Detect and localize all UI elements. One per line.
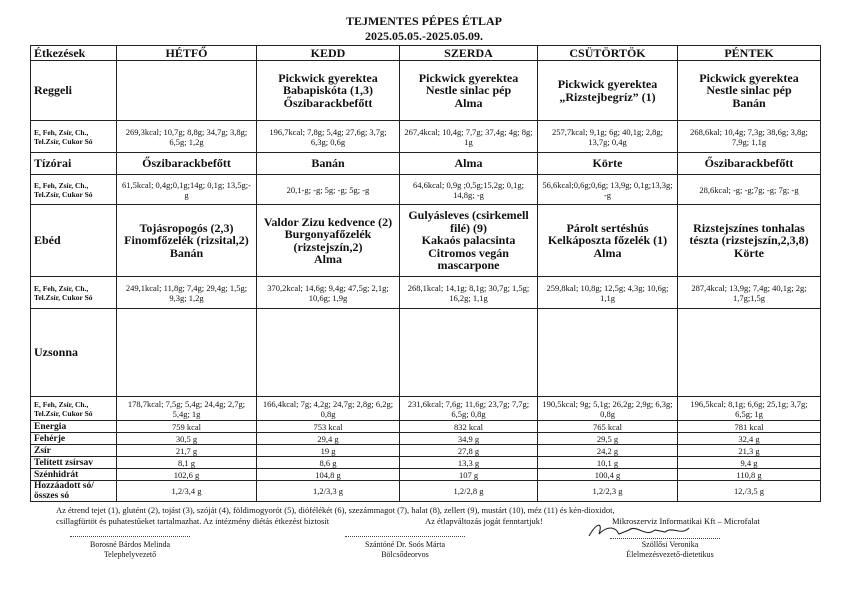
day-header-row <box>31 46 821 61</box>
nutrient-values: 166,4kcal; 7g; 4,2g; 24,7g; 2,8g; 6,2g; 0,8g <box>257 397 400 421</box>
signer-name: Szöllősi Veronika <box>641 540 699 549</box>
day-header: SZERDA <box>400 46 538 61</box>
summary-value: 110,8 g <box>678 469 821 481</box>
meal-item: Pickwick gyerektea Nestle sinlac pép Alma <box>400 61 538 121</box>
meal-row-tizorai <box>31 153 821 175</box>
nutrient-label: E, Feh, Zsír, Ch., Tel.Zsír, Cukor Só <box>31 277 117 309</box>
summary-value: 1,2/3,3 g <box>257 481 400 502</box>
signature-line <box>70 536 190 537</box>
day-header: PÉNTEK <box>678 46 821 61</box>
meal-item: Pickwick gyerektea „Rizstejbegríz” (1) <box>538 61 678 121</box>
meal-item: Rizstejszínes tonhalas tészta (rizstejszín,2,3,8) Körte <box>678 205 821 277</box>
nutrient-values: 64,6kcal; 0,9g ;0,5g;15,2g; 0,1g; 14,8g; -g <box>400 175 538 205</box>
summary-value: 102,6 g <box>117 469 257 481</box>
summary-row-zsir <box>31 445 821 457</box>
meal-item: Pickwick gyerektea Babapiskóta (1,3) Őszibarackbefőtt <box>257 61 400 121</box>
summary-row-telitett <box>31 457 821 469</box>
signature-block-3 <box>580 540 760 560</box>
meal-item: Valdor Zizu kedvence (2) Burgonyafőzelék (rizstejszín,2) Alma <box>257 205 400 277</box>
summary-value: 1,2/2,8 g <box>400 481 538 502</box>
nutrient-values: 268,1kcal; 14,1g; 8,1g; 30,7g; 1,5g; 16,2g; 1,1g <box>400 277 538 309</box>
summary-row-so <box>31 481 821 502</box>
nutrient-label: E, Feh, Zsír, Ch., Tel.Zsír, Cukor Só <box>31 397 117 421</box>
meal-label: Uzsonna <box>31 309 117 397</box>
signature-line <box>345 536 465 537</box>
meal-item: Tojásropogós (2,3) Finomfőzelék (rizsital,2) Banán <box>117 205 257 277</box>
nutrient-values: 259,8kal; 10,8g; 12,5g; 4,3g; 10,6g; 1,1g <box>538 277 678 309</box>
nutrient-row <box>31 175 821 205</box>
meal-item <box>538 309 678 397</box>
summary-value: 832 kcal <box>400 421 538 433</box>
summary-row-szenhidrat <box>31 469 821 481</box>
nutrient-values: 269,3kcal; 10,7g; 8,8g; 34,7g; 3,8g; 6,5g; 1,2g <box>117 121 257 153</box>
nutrient-values: 28,6kcal; -g; -g;7g; -g; 7g; -g <box>678 175 821 205</box>
meal-item <box>400 309 538 397</box>
nutrient-values: 196,5kcal; 8,1g; 6,6g; 25,1g; 3,7g; 6,5g; 1g <box>678 397 821 421</box>
summary-label: Hozzáadott só/összes só <box>31 481 117 502</box>
nutrient-values: 257,7kcal; 9,1g; 6g; 40,1g; 2,8g; 13,7g; 0,4g <box>538 121 678 153</box>
nutrient-row <box>31 121 821 153</box>
summary-value: 21,7 g <box>117 445 257 457</box>
signer-role: Élelmezésvezető-dietetikus <box>626 550 714 559</box>
summary-value: 8,6 g <box>257 457 400 469</box>
summary-label: Energia <box>31 421 117 433</box>
nutrient-values: 61,5kcal; 0,4g;0,1g;14g; 0,1g; 13,5g;-g <box>117 175 257 205</box>
meal-item: Banán <box>257 153 400 175</box>
company-name: Mikroszerviz Informatikai Kft – Microfalat <box>612 516 760 526</box>
meal-item: Gulyásleves (csirkemell filé) (9) Kakaós palacsinta Citromos vegán mascarpone <box>400 205 538 277</box>
summary-value: 32,4 g <box>678 433 821 445</box>
summary-value: 753 kcal <box>257 421 400 433</box>
summary-value: 9,4 g <box>678 457 821 469</box>
signature-line <box>610 538 720 539</box>
nutrient-values: 196,7kcal; 7,8g; 5,4g; 27,6g; 3,7g; 6,3g; 0,6g <box>257 121 400 153</box>
summary-value: 27,8 g <box>400 445 538 457</box>
meal-item: Körte <box>538 153 678 175</box>
change-note: Az étlapváltozás jogát fenntartjuk! <box>425 516 543 526</box>
nutrient-values: 370,2kcal; 14,6g; 9,4g; 47,5g; 2,1g; 10,6g; 1,9g <box>257 277 400 309</box>
nutrient-values: 231,6kcal; 7,6g; 11,6g; 23,7g; 7,7g; 6,5g; 0,8g <box>400 397 538 421</box>
summary-row-feherje <box>31 433 821 445</box>
menu-table <box>30 45 821 502</box>
meal-item: Párolt sertéshús Kelkáposzta főzelék (1) Alma <box>538 205 678 277</box>
meal-label: Ebéd <box>31 205 117 277</box>
nutrient-label: E, Feh, Zsír, Ch., Tel.Zsír, Cukor Só <box>31 121 117 153</box>
nutrient-label: E, Feh, Zsír, Ch., Tel.Zsír, Cukor Só <box>31 175 117 205</box>
meal-row-ebed <box>31 205 821 277</box>
meal-item <box>678 309 821 397</box>
nutrient-row <box>31 277 821 309</box>
meal-item: Pickwick gyerektea Nestle sinlac pép Banán <box>678 61 821 121</box>
summary-value: 30,5 g <box>117 433 257 445</box>
signature-block-2 <box>315 540 495 560</box>
allergen-note-line2: csillagfürtöt és puhatestűeket tartalmazhat. Az intézmény diétás étkezést biztosít <box>56 516 330 526</box>
day-header: CSÜTÖRTÖK <box>538 46 678 61</box>
summary-value: 781 kcal <box>678 421 821 433</box>
summary-label: Fehérje <box>31 433 117 445</box>
nutrient-values: 287,4kcal; 13,9g; 7,4g; 40,1g; 2g; 1,7g;1,5g <box>678 277 821 309</box>
summary-value: 1,2/3,4 g <box>117 481 257 502</box>
summary-value: 104,8 g <box>257 469 400 481</box>
signer-name: Szántóné Dr. Soós Márta <box>365 540 445 549</box>
summary-value: 10,1 g <box>538 457 678 469</box>
menu-title: TEJMENTES PÉPES ÉTLAP <box>345 14 503 28</box>
signature-block-1 <box>40 540 220 560</box>
summary-value: 24,2 g <box>538 445 678 457</box>
meal-item <box>257 309 400 397</box>
day-header: KEDD <box>257 46 400 61</box>
signer-role: Bölcsődeorvos <box>381 550 429 559</box>
summary-row-energia <box>31 421 821 433</box>
summary-value: 34,9 g <box>400 433 538 445</box>
summary-label: Telített zsírsav <box>31 457 117 469</box>
summary-value: 8,1 g <box>117 457 257 469</box>
summary-value: 21,3 g <box>678 445 821 457</box>
nutrient-values: 178,7kcal; 7,5g; 5,4g; 24,4g; 2,7g; 5,4g; 1g <box>117 397 257 421</box>
summary-value: 13,3 g <box>400 457 538 469</box>
summary-value: 29,4 g <box>257 433 400 445</box>
summary-value: 100,4 g <box>538 469 678 481</box>
nutrient-values: 190,5kcal; 9g; 5,1g; 26,2g; 2,9g; 6,3g; 0,8g <box>538 397 678 421</box>
day-header: HÉTFŐ <box>117 46 257 61</box>
meal-row-uzsonna <box>31 309 821 397</box>
signer-role: Telephelyvezető <box>103 550 157 559</box>
summary-value: 19 g <box>257 445 400 457</box>
summary-label: Szénhidrát <box>31 469 117 481</box>
nutrient-values: 56,6kcal;0,6g;0,6g; 13,9g; 0,1g;13,3g; -g <box>538 175 678 205</box>
allergen-note-line1: Az étrend tejet (1), glutént (2), tojást (3), szóját (4), földimogyorót (5), diófélékét (6), szezámmagot (7), halat (8), zellert (9), mustárt (10), méz (11) és kén-dioxidot, <box>56 505 615 515</box>
summary-value: 29,5 g <box>538 433 678 445</box>
nutrient-values: 267,4kcal; 10,4g; 7,7g; 37,4g; 4g; 8g; 1g <box>400 121 538 153</box>
summary-value: 765 kcal <box>538 421 678 433</box>
meal-label: Reggeli <box>31 61 117 121</box>
nutrient-values: 268,6kal; 10,4g; 7,3g; 38,6g; 3,8g; 7,9g; 1,1g <box>678 121 821 153</box>
corner-label: Étkezések <box>31 46 117 61</box>
date-range: 2025.05.05.-2025.05.09. <box>365 29 483 43</box>
summary-value: 107 g <box>400 469 538 481</box>
meal-item: Őszibarackbefőtt <box>678 153 821 175</box>
meal-item <box>117 61 257 121</box>
summary-value: 12,/3,5 g <box>678 481 821 502</box>
summary-value: 759 kcal <box>117 421 257 433</box>
meal-row-reggeli <box>31 61 821 121</box>
summary-label: Zsír <box>31 445 117 457</box>
meal-label: Tízórai <box>31 153 117 175</box>
meal-item <box>117 309 257 397</box>
summary-value: 1,2/2,3 g <box>538 481 678 502</box>
nutrient-row <box>31 397 821 421</box>
meal-item: Őszibarackbefőtt <box>117 153 257 175</box>
signer-name: Borosné Bárdos Melinda <box>90 540 170 549</box>
nutrient-values: 20,1-g; -g; 5g; -g; 5g; -g <box>257 175 400 205</box>
nutrient-values: 249,1kcal; 11,8g; 7,4g; 29,4g; 1,5g; 9,3g; 1,2g <box>117 277 257 309</box>
meal-item: Alma <box>400 153 538 175</box>
